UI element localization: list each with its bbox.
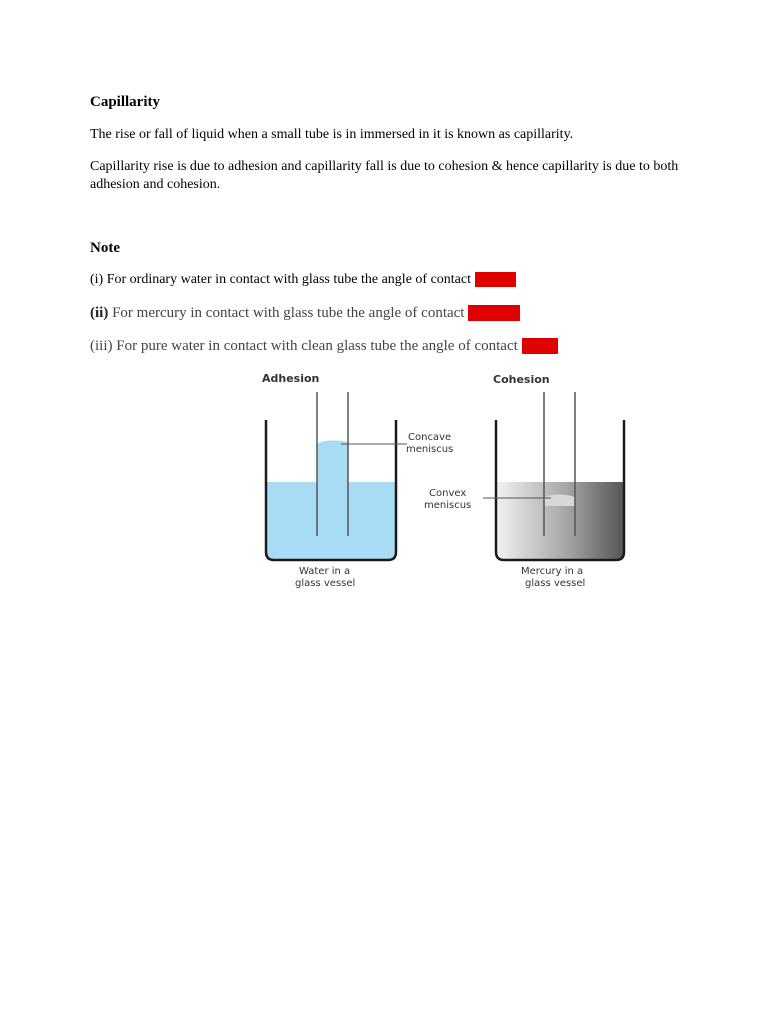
water-beaker xyxy=(266,392,396,560)
explanation-paragraph: Capillarity rise is due to adhesion and capillarity fall is due to cohesion & hence capillarity is due to both adhesion and cohesion. xyxy=(90,159,679,192)
water-caption-2: glass vessel xyxy=(295,578,356,589)
note-2-prefix: (ii) xyxy=(90,305,109,321)
water-caption-1: Water in a xyxy=(299,566,351,577)
note-3-angle-value: θ= 0° xyxy=(523,338,557,354)
note-3-prefix: (iii) xyxy=(90,338,113,354)
convex-label-1: Convex xyxy=(429,488,467,499)
water-liquid xyxy=(266,440,396,560)
mercury-caption-1: Mercury in a xyxy=(521,566,584,577)
mercury-beaker xyxy=(496,392,624,560)
concave-label-2: meniscus xyxy=(406,444,454,455)
note-line-2 xyxy=(90,305,520,322)
convex-label-2: meniscus xyxy=(424,500,472,511)
note-line-1 xyxy=(90,272,516,288)
page-title: Capillarity xyxy=(90,94,160,110)
note-heading: Note xyxy=(90,240,120,256)
note-2-angle-value: θ= 135° xyxy=(470,305,519,321)
mercury-in-tube xyxy=(544,495,575,507)
note-1-angle-value: θ= 25° xyxy=(476,272,515,287)
note-1-prefix: (i) xyxy=(90,272,104,287)
cohesion-title: Cohesion xyxy=(493,373,550,386)
mercury-caption-2: glass vessel xyxy=(525,578,586,589)
note-line-3 xyxy=(90,338,558,355)
note-2-text: For mercury in contact with glass tube the angle of contact xyxy=(108,305,469,321)
adhesion-title: Adhesion xyxy=(262,372,320,385)
note-3-text: For pure water in contact with clean glass tube the angle of contact xyxy=(112,338,522,354)
mercury-body xyxy=(496,482,624,560)
note-1-text: For ordinary water in contact with glass tube the angle of contact xyxy=(103,272,475,287)
definition-paragraph: The rise or fall of liquid when a small tube is in immersed in it is known as capillarity. xyxy=(90,127,574,142)
concave-label-1: Concave xyxy=(408,432,452,443)
capillarity-diagram xyxy=(255,366,635,592)
